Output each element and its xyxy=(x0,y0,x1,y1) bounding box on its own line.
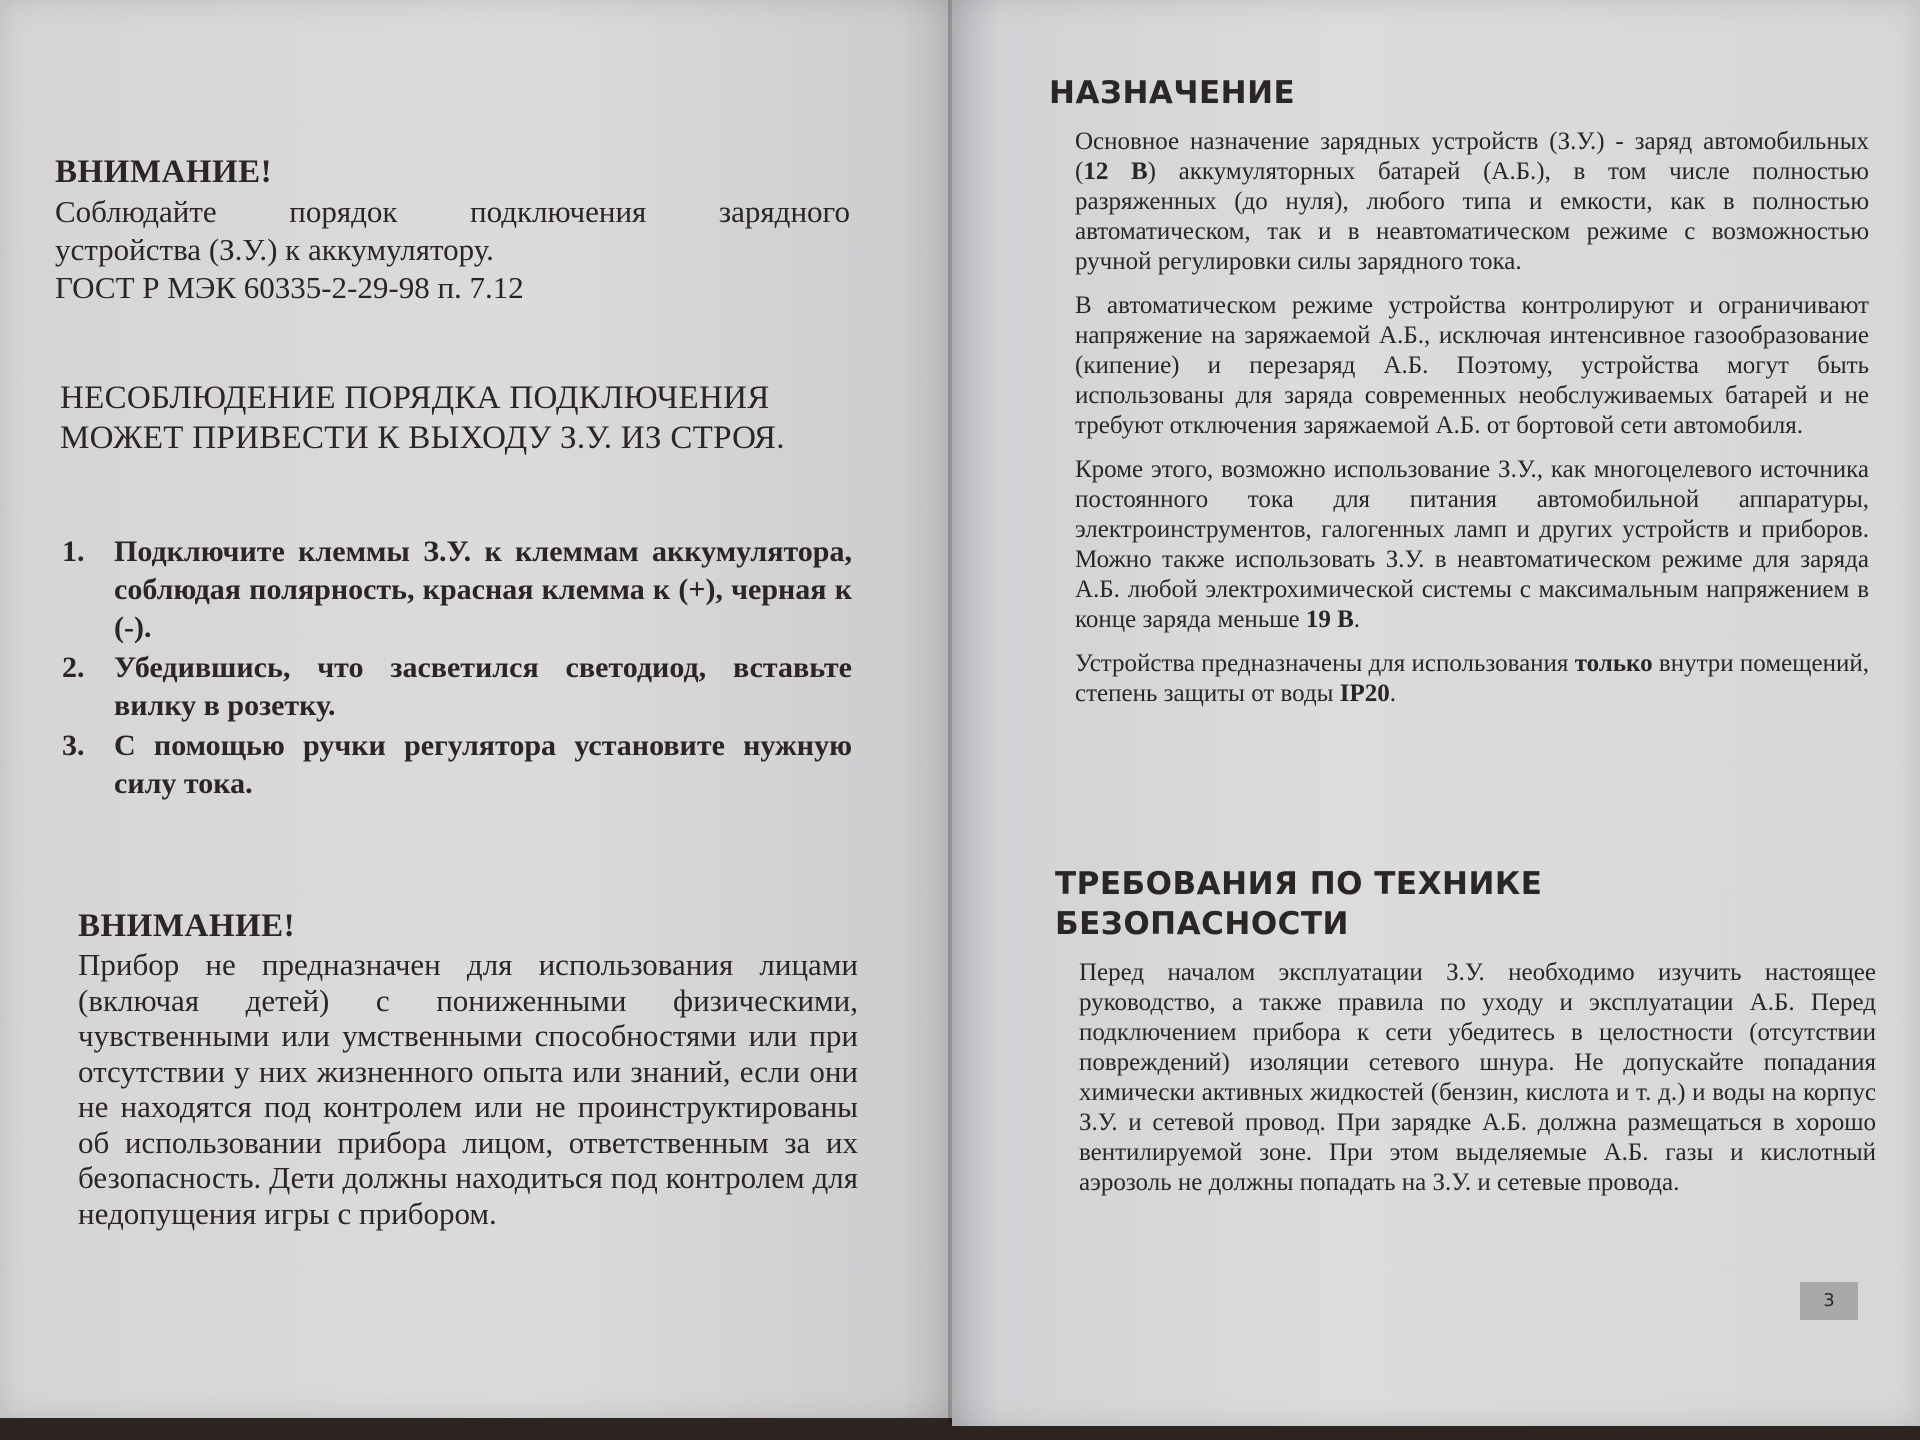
caps-warning xyxy=(60,378,860,458)
warning-line: Соблюдайте порядок подключения зарядного xyxy=(55,194,850,229)
text-run: внутри помещений, степень защиты от воды xyxy=(1075,650,1869,707)
heading-line: ТРЕБОВАНИЯ ПО ТЕХНИКЕ xyxy=(1055,866,1543,902)
voltage-12v: 12 В xyxy=(1083,158,1148,185)
step-text: С помощью ручки регулятора установите нужную силу тока. xyxy=(114,729,852,800)
warning-title: ВНИМАНИЕ! xyxy=(55,154,273,190)
safety-section xyxy=(1055,864,1895,944)
purpose-paragraph xyxy=(1075,127,1869,277)
caps-warning-line: НЕСОБЛЮДЕНИЕ ПОРЯДКА ПОДКЛЮЧЕНИЯ xyxy=(60,380,770,416)
page-number: 3 xyxy=(1800,1282,1858,1320)
text-run: Основное назначение зарядных устройств (З.У.) - заряд автомобильных ( xyxy=(1075,128,1869,185)
step-item xyxy=(62,727,852,803)
warning-usage xyxy=(78,908,858,1231)
section-heading-purpose: НАЗНАЧЕНИЕ xyxy=(1049,75,1296,111)
step-text: Убедившись, что засветился светодиод, вставьте вилку в розетку. xyxy=(114,651,852,722)
purpose-paragraph xyxy=(1075,455,1869,635)
purpose-paragraph xyxy=(1075,649,1869,709)
text-run: . xyxy=(1353,606,1360,633)
step-number: 1. xyxy=(62,535,85,568)
text-run: . xyxy=(1389,680,1396,707)
left-page xyxy=(0,0,955,1418)
step-item xyxy=(62,649,852,725)
right-page xyxy=(952,0,1920,1426)
emphasis-only: только xyxy=(1574,650,1653,677)
gost-reference: ГОСТ Р МЭК 60335-2-29-98 п. 7.12 xyxy=(55,270,524,305)
step-number: 2. xyxy=(62,651,85,684)
safety-text: Перед началом эксплуатации З.У. необходимо изучить настоящее руководство, а также правила по уходу и эксплуатации А.Б. Перед подключением прибора к сети убедитесь в целостности (отсутствии повреждений) изоляции сетевого шнура. Не допускайте попадания химически активных жидкостей (бензин, кислота и т. д.) и воды на корпус З.У. и сетевой провод. При зарядке А.Б. должна размещаться в хорошо вентилируемой зоне. При этом выделяемые А.Б. газы и кислотный аэрозоль не должны попадать на З.У. и сетевые провода. xyxy=(1079,959,1876,1196)
heading-line: БЕЗОПАСНОСТИ xyxy=(1055,906,1350,942)
text-run: Устройства предназначены для использования xyxy=(1075,650,1575,677)
section-heading-safety xyxy=(1055,864,1895,944)
text-run: ) аккумуляторных батарей (А.Б.), в том числе полностью разряженных (до нуля), любого типа и емкости, как в полностью автоматическом, так и в неавтоматическом режиме с возможностью ручной регулировки силы зарядного тока. xyxy=(1075,158,1869,275)
purpose-text xyxy=(1075,127,1869,709)
purpose-paragraph: В автоматическом режиме устройства контролируют и ограничивают напряжение на заряжаемой А.Б., исключая интенсивное газообразование (кипение) и перезаряд А.Б. Поэтому, устройства могут быть использованы для заряда современных необслуживаемых батарей и не требуют отключения заряжаемой А.Б. от бортовой сети автомобиля. xyxy=(1075,292,1869,439)
step-number: 3. xyxy=(62,729,85,762)
warning-connection-order xyxy=(55,154,850,307)
step-item xyxy=(62,533,852,647)
purpose-section xyxy=(1049,73,1889,113)
warning-title: ВНИМАНИЕ! xyxy=(78,908,296,944)
connection-steps xyxy=(62,533,852,805)
caps-warning-line: МОЖЕТ ПРИВЕСТИ К ВЫХОДУ З.У. ИЗ СТРОЯ. xyxy=(60,420,785,456)
safety-text-block xyxy=(1079,958,1876,1198)
protection-rating: IP20 xyxy=(1339,680,1390,707)
warning-line: устройства (З.У.) к аккумулятору. xyxy=(55,232,494,267)
text-run: Кроме этого, возможно использование З.У., как многоцелевого источника постоянного тока для питания автомобильной аппаратуры, электроинструментов, галогенных ламп и других устройств и приборов. Можно также использовать З.У. в неавтоматическом режиме для заряда А.Б. любой электрохимической системы с максимальным напряжением в конце заряда меньше xyxy=(1075,456,1869,633)
step-text: Подключите клеммы З.У. к клеммам аккумулятора, соблюдая полярность, красная клемма к (+), черная к (-). xyxy=(114,535,852,644)
voltage-19v: 19 В xyxy=(1305,606,1354,633)
warning-usage-text: Прибор не предназначен для использования лицами (включая детей) с пониженными физическими, чувственными или умственными способностями или при отсутствии у них жизненного опыта или знаний, если они не находятся под контролем или не проинструктированы об использовании прибора лицом, ответственным за их безопасность. Дети должны находиться под контролем для недопущения игры с прибором. xyxy=(78,947,858,1231)
